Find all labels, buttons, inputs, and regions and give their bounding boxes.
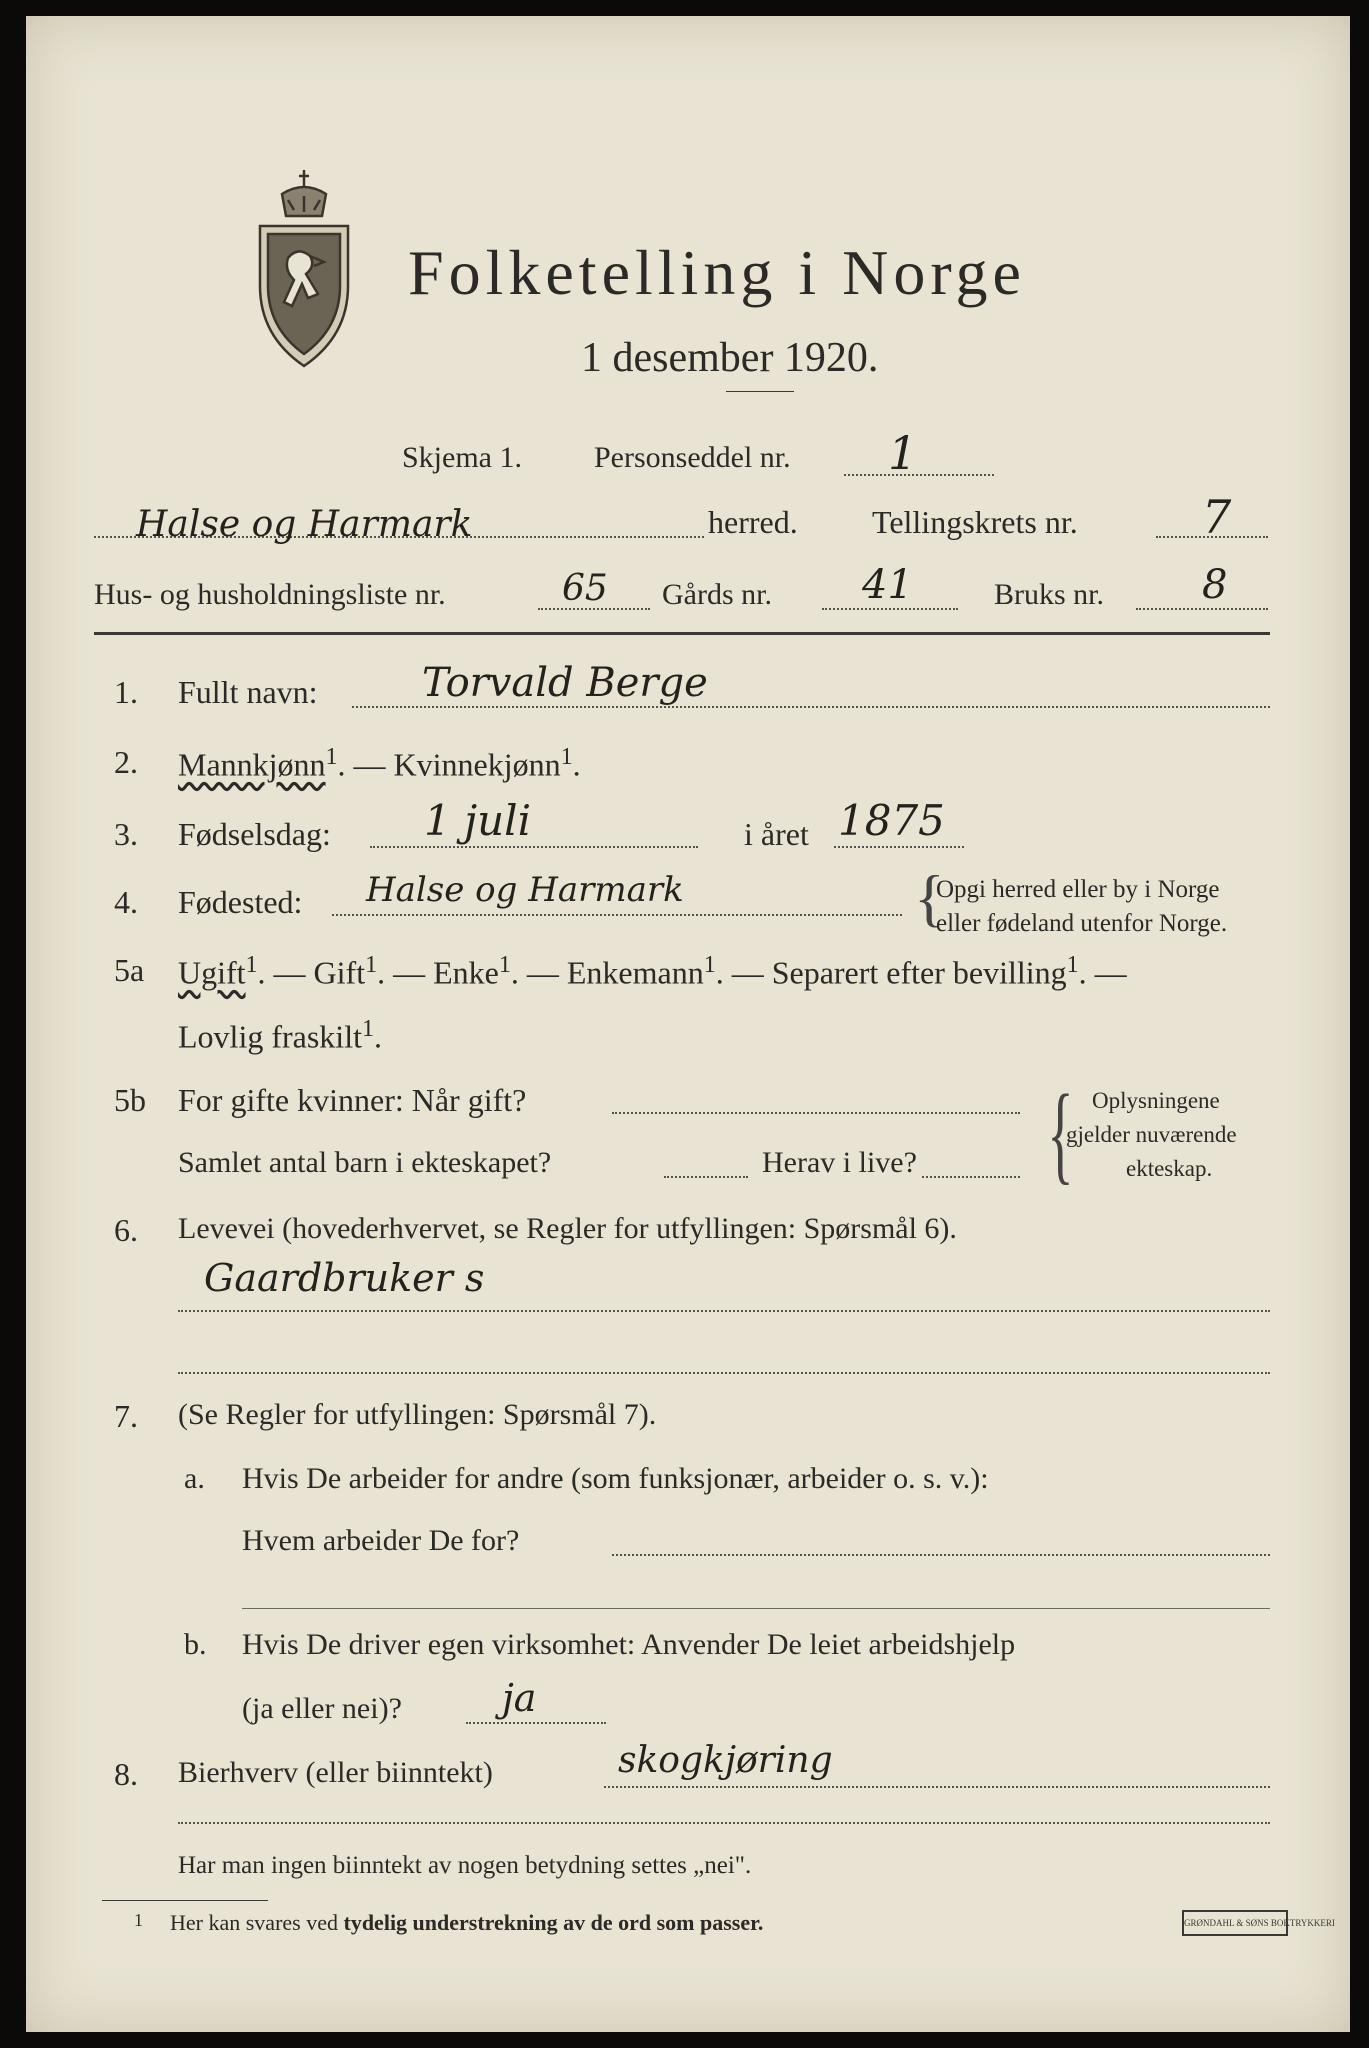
option-gift[interactable]: Gift (313, 954, 366, 991)
children-alive-field[interactable] (922, 1176, 1020, 1178)
personseddel-label: Personseddel nr. (594, 441, 791, 474)
form-date: 1 desember 1920. (581, 335, 879, 381)
married-date-field[interactable] (612, 1112, 1020, 1114)
hired-help-field[interactable] (466, 1722, 606, 1724)
header-rule (94, 632, 1270, 635)
q5b-note-2: gjelder nuværende (1066, 1122, 1237, 1147)
q5b-note-3: ekteskap. (1126, 1156, 1213, 1181)
employer-field-2[interactable] (242, 1608, 1270, 1609)
q5b-label-1: For gifte kvinner: Når gift? (178, 1082, 527, 1118)
employer-field-1[interactable] (612, 1554, 1270, 1556)
hus-label: Hus- og husholdningsliste nr. (94, 578, 446, 611)
gards-label: Gårds nr. (662, 578, 772, 611)
occupation-field-1[interactable] (178, 1310, 1270, 1312)
form-title: Folketelling i Norge (408, 237, 1026, 308)
q7b-letter: b. (184, 1628, 207, 1661)
coat-of-arms-icon (244, 166, 364, 386)
q8-number: 8. (114, 1756, 138, 1792)
footnote-mark: 1 (134, 1910, 143, 1930)
q1-label: Fullt navn: (178, 674, 318, 710)
q2-options: Mannkjønn$^1$. — Kvinnekjønn$^1$. (178, 744, 581, 783)
option-enkemann[interactable]: Enkemann (566, 954, 704, 991)
q1-number: 1. (114, 674, 138, 710)
option-enke[interactable]: Enke (433, 954, 499, 991)
birthyear-value: 1875 (838, 796, 945, 845)
q4-label: Fødested: (178, 884, 303, 920)
q7b-question: (ja eller nei)? (242, 1692, 402, 1725)
q7b-text: Hvis De driver egen virksomhet: Anvender De leiet arbeidshjelp (242, 1628, 1016, 1661)
title-divider (726, 391, 794, 392)
occupation-field-2[interactable] (178, 1372, 1270, 1374)
bruks-value: 8 (1202, 562, 1228, 608)
footnote-rule (102, 1900, 268, 1901)
q6-number: 6. (114, 1212, 138, 1248)
option-fraskilt[interactable]: Lovlig fraskilt (178, 1018, 362, 1055)
q7-label: (Se Regler for utfyllingen: Spørsmål 7). (178, 1398, 657, 1431)
children-count-field[interactable] (664, 1176, 748, 1178)
birthyear-field[interactable] (834, 846, 964, 848)
option-male[interactable]: Mannkjønn (178, 746, 326, 783)
side-income-field[interactable] (604, 1786, 1270, 1788)
hus-value: 65 (562, 568, 608, 609)
birthdate-value: 1 juli (424, 796, 532, 845)
tellingskrets-value: 7 (1202, 490, 1232, 544)
birthplace-value: Halse og Harmark (366, 870, 684, 910)
option-ugift[interactable]: Ugift (178, 954, 246, 991)
q5b-number: 5b (114, 1082, 146, 1118)
q8-label: Bierhverv (eller biinntekt) (178, 1756, 493, 1789)
q4-note-2: eller fødeland utenfor Norge. (936, 910, 1228, 937)
year-label: i året (744, 816, 809, 852)
tellingskrets-label: Tellingskrets nr. (872, 504, 1078, 540)
side-income-value: skogkjøring (618, 1740, 833, 1781)
birthdate-field[interactable] (370, 846, 698, 848)
q2-number: 2. (114, 744, 138, 780)
q5b-label-2: Samlet antal barn i ekteskapet? (178, 1146, 552, 1179)
footnote-text: Her kan svares ved tydelig understrekning av de ord som passer. (170, 1910, 764, 1935)
herred-value: Halse og Harmark (136, 504, 473, 545)
full-name-value: Torvald Berge (422, 660, 708, 706)
q4-bracket: { (914, 862, 945, 933)
q3-label: Fødselsdag: (178, 816, 331, 852)
q3-number: 3. (114, 816, 138, 852)
q5a-number: 5a (114, 952, 145, 988)
q7-number: 7. (114, 1398, 138, 1434)
q4-number: 4. (114, 884, 138, 920)
census-form (26, 16, 1350, 2032)
q5b-bracket: { (1047, 1072, 1074, 1194)
bruks-label: Bruks nr. (994, 578, 1105, 611)
q5a-options: Ugift$^1$. — Gift$^1$. — Enke$^1$. — Enkemann$^1$. — Separert efter bevilling$^1$. — (178, 952, 1127, 991)
q6-label: Levevei (hovederhvervet, se Regler for utfyllingen: Spørsmål 6). (178, 1212, 957, 1245)
q5a-option-last: Lovlig fraskilt$^1$. (178, 1016, 382, 1055)
option-separert[interactable]: Separert efter bevilling (771, 954, 1067, 991)
q8-field-2[interactable] (178, 1822, 1270, 1824)
gards-field[interactable] (822, 608, 958, 610)
hired-help-value: ja (502, 1676, 537, 1720)
gards-value: 41 (862, 562, 913, 608)
option-female[interactable]: Kvinnekjønn (393, 746, 561, 783)
bottom-note: Har man ingen biinntekt av nogen betydning settes „nei". (178, 1852, 752, 1879)
q4-note-1: Opgi herred eller by i Norge (936, 876, 1220, 903)
q5b-label-3: Herav i live? (762, 1146, 917, 1179)
q5b-note-1: Oplysningene (1092, 1088, 1220, 1113)
personseddel-field[interactable] (844, 474, 994, 476)
herred-label: herred. (708, 504, 798, 540)
personseddel-value: 1 (888, 426, 918, 480)
full-name-field[interactable] (352, 706, 1270, 708)
q7a-text: Hvis De arbeider for andre (som funksjonær, arbeider o. s. v.): (242, 1462, 989, 1495)
schema-label: Skjema 1. (402, 441, 522, 474)
printer-stamp: GRØNDAHL & SØNS BOKTRYKKERI (1182, 1910, 1288, 1936)
occupation-value: Gaardbruker s (204, 1256, 485, 1300)
q7a-letter: a. (184, 1462, 205, 1495)
q7a-question: Hvem arbeider De for? (242, 1524, 520, 1557)
birthplace-field[interactable] (332, 914, 902, 916)
bruks-field[interactable] (1136, 608, 1268, 610)
